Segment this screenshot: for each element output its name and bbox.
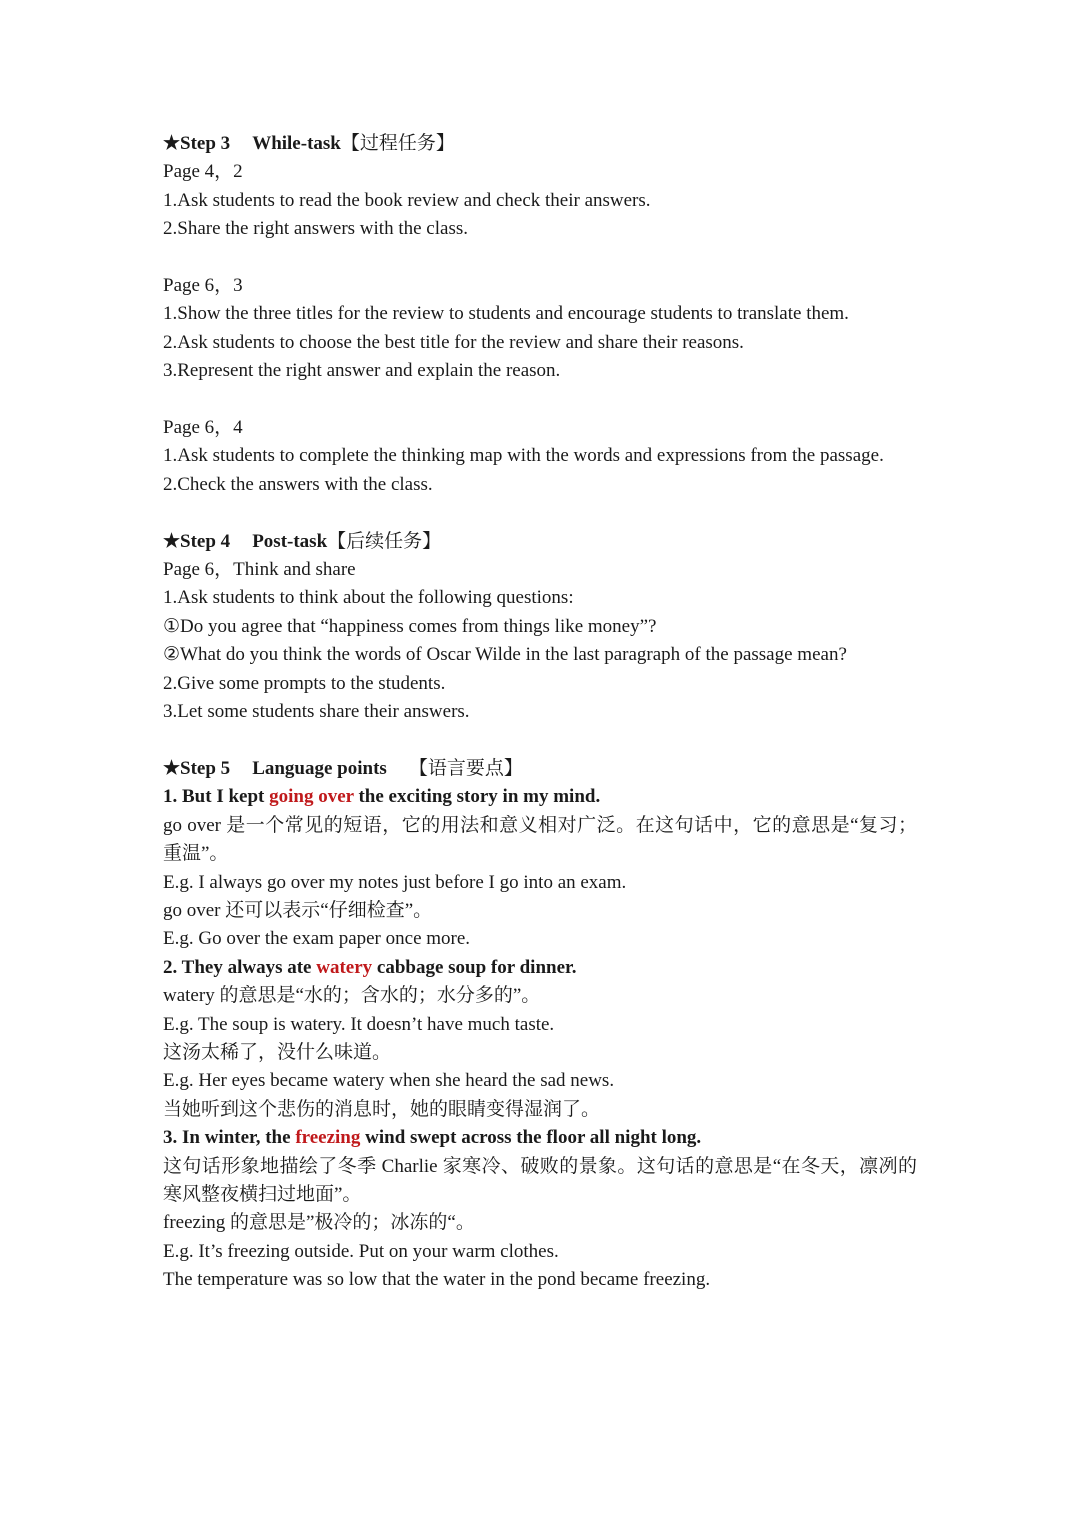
step3-sec2-page: Page 6，3 [163, 275, 243, 297]
lp2-example-2: E.g. Her eyes became watery when she heard the sad news. [163, 1070, 615, 1092]
step4-item-3: 3.Let some students share their answers. [163, 701, 470, 723]
step3-sec3-item-2: 2.Check the answers with the class. [163, 473, 433, 495]
step3-sec1-page: Page 4，2 [163, 161, 243, 183]
lp3-post: wind swept across the floor all night long. [360, 1127, 702, 1149]
lp2-explanation: watery 的意思是“水的；含水的；水分多的”。 [163, 985, 541, 1007]
language-point-3-sentence [163, 1124, 917, 1152]
step4-question-2: ②What do you think the words of Oscar Wilde in the last paragraph of the passage mean? [163, 644, 847, 666]
step4-page: Page 6，Think and share [163, 559, 356, 581]
step4-title: Post-task [252, 530, 328, 552]
step3-sec3-page: Page 6，4 [163, 417, 243, 439]
lp1-post: the exciting story in my mind. [353, 786, 601, 808]
lp3-explanation-2: freezing 的意思是”极冷的；冰冻的“。 [163, 1212, 475, 1234]
step4-heading [163, 528, 917, 556]
step3-title: While-task [252, 133, 341, 154]
step3-sec2-item-2: 2.Ask students to choose the best title for the review and share their reasons. [163, 331, 744, 353]
lp2-keyword: watery [316, 956, 373, 978]
lp2-post: cabbage soup for dinner. [372, 956, 577, 978]
lp2-example-1: E.g. The soup is watery. It doesn’t have much taste. [163, 1013, 555, 1035]
step3-sec1-item-1: 1.Ask students to read the book review and check their answers. [163, 189, 651, 211]
lp1-pre: 1. But I kept [163, 786, 270, 808]
lp1-keyword: going over [269, 786, 354, 808]
step4-star-label: ★Step 4 [163, 530, 231, 552]
lp3-example-2: The temperature was so low that the water in the pond became freezing. [163, 1269, 711, 1291]
step4-item-1: 1.Ask students to think about the following questions: [163, 587, 574, 609]
step3-sec2-item-1: 1.Show the three titles for the review to students and encourage students to translate them. [163, 303, 849, 325]
lp1-example-1: E.g. I always go over my notes just before I go into an exam. [163, 871, 627, 893]
lp3-explanation: 这句话形象地描绘了冬季 Charlie 家寒冷、破败的景象。这句话的意思是“在冬天，凛冽的寒风整夜横扫过地面”。 [163, 1155, 917, 1205]
step5-heading [163, 755, 917, 783]
step5-cn-title: 【语言要点】 [408, 757, 523, 779]
lp1-explanation-2: go over 还可以表示“仔细检查”。 [163, 899, 433, 921]
lp2-pre: 2. They always ate [163, 956, 317, 978]
step4-item-2: 2.Give some prompts to the students. [163, 672, 446, 694]
lp1-example-2: E.g. Go over the exam paper once more. [163, 928, 471, 950]
step4-question-1: ①Do you agree that “happiness comes from things like money”? [163, 615, 657, 637]
document-page [163, 130, 917, 1295]
lp3-keyword: freezing [295, 1127, 361, 1149]
lp2-example-1-translation: 这汤太稀了，没什么味道。 [163, 1041, 392, 1063]
step3-cn-title: 【过程任务】 [340, 133, 455, 154]
lp2-example-2-translation: 当她听到这个悲伤的消息时，她的眼睛变得湿润了。 [163, 1098, 601, 1120]
step3-sec3-item-1: 1.Ask students to complete the thinking map with the words and expressions from the passage. [163, 445, 884, 467]
lp1-explanation: go over 是一个常见的短语，它的用法和意义相对广泛。在这句话中，它的意思是“复习；重温”。 [163, 814, 917, 865]
lp3-pre: 3. In winter, the [163, 1127, 296, 1149]
language-point-1-sentence [163, 783, 917, 811]
step5-star-label: ★Step 5 [163, 757, 231, 779]
step3-star-label: ★Step 3 [163, 133, 231, 154]
step3-sec1-item-2: 2.Share the right answers with the class. [163, 218, 468, 240]
lp3-example-1: E.g. It’s freezing outside. Put on your warm clothes. [163, 1240, 559, 1262]
step3-heading [163, 130, 917, 158]
step3-sec2-item-3: 3.Represent the right answer and explain the reason. [163, 360, 561, 382]
step4-cn-title: 【后续任务】 [327, 530, 442, 552]
step5-title: Language points [252, 757, 387, 779]
language-point-2-sentence [163, 954, 917, 982]
